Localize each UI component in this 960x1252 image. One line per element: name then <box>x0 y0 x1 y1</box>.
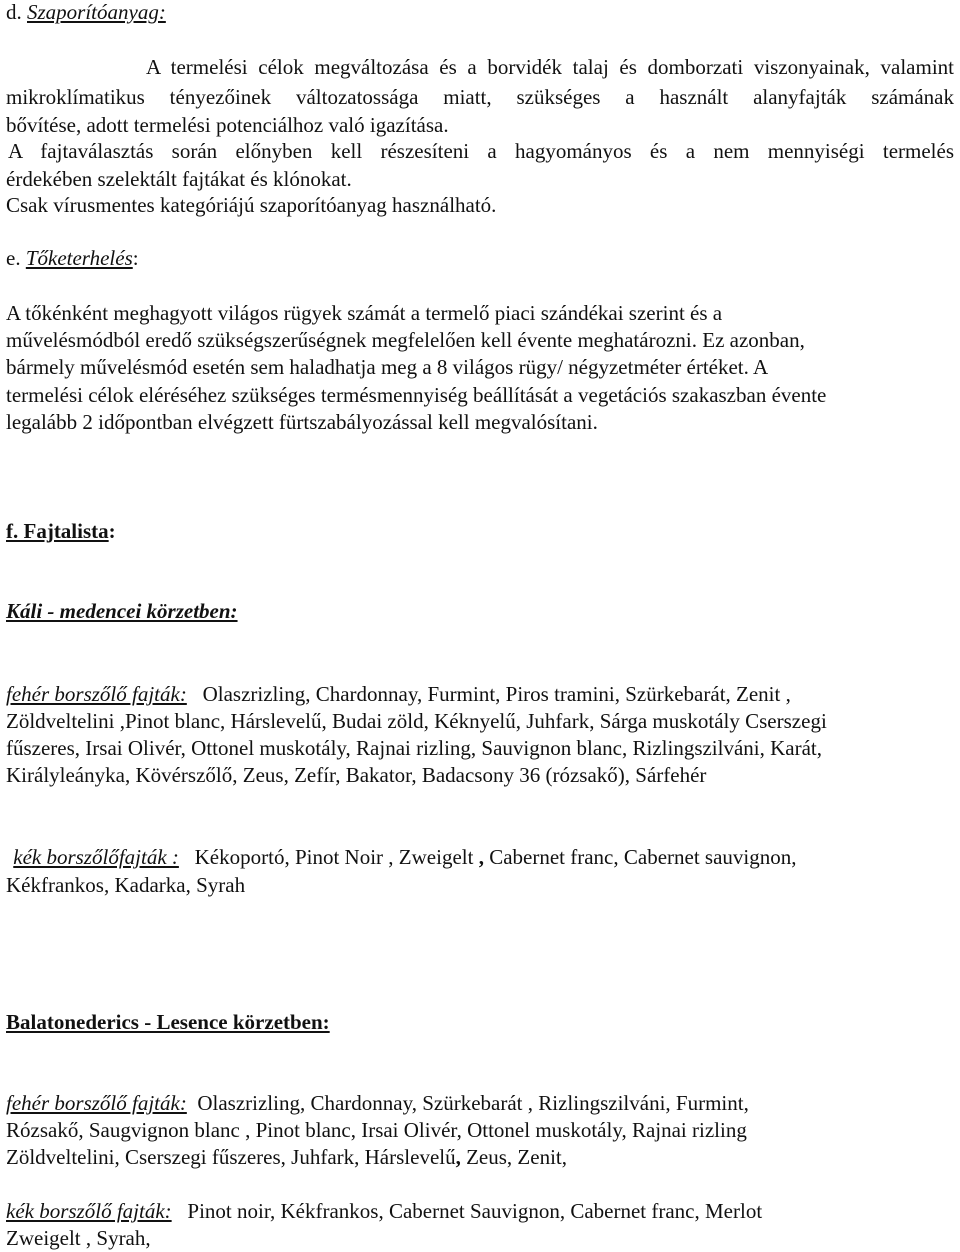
kali-blue-line <box>8 843 797 871</box>
kali-blue-varieties-rest: Cabernet franc, Cabernet sauvignon, <box>483 845 797 869</box>
kali-white-line: fűszeres, Irsai Olivér, Ottonel muskotály, Rajnai rizling, Sauvignon blanc, Rizlingszilváni, Karát, <box>6 736 823 760</box>
section-f-title: f. Fajtalista <box>6 519 109 543</box>
balaton-blue-varieties: Pinot noir, Kékfrankos, Cabernet Sauvignon, Cabernet franc, Merlot <box>187 1199 763 1223</box>
section-e-line: legalább 2 időpontban elvégzett fürtszabályozással kell megvalósítani. <box>6 410 598 434</box>
section-e-line: A tőkénként meghagyott világos rügyek számát a termelő piaci szándékai szerint és a <box>6 301 723 325</box>
section-e-heading <box>6 244 139 272</box>
balaton-white-varieties: Olaszrizling, Chardonnay, Szürkebarát , Rizlingszilváni, Furmint, <box>197 1091 749 1115</box>
balaton-white-varieties-last: Zeus, Zenit, <box>460 1145 567 1169</box>
section-d-heading <box>6 0 166 26</box>
kali-blue-comma: , <box>473 845 484 869</box>
section-d-line: A termelési célok megváltozása és a borvidék talaj és domborzati viszonyainak, valamint <box>146 55 954 79</box>
kali-white-varieties: Olaszrizling, Chardonnay, Furmint, Piros tramini, Szürkebarát, Zenit , <box>202 682 791 706</box>
section-d-line: érdekében szelektált fajtákat és klónokat. <box>6 167 352 191</box>
section-d-line: mikroklímatikus tényezőinek változatossága miatt, szükséges a használt alanyfajták számának <box>6 85 954 109</box>
balaton-white-varieties-end: Zöldveltelini, Cserszegi fűszeres, Juhfark, Hárslevelű <box>6 1145 456 1169</box>
balaton-white-label: fehér borszőlő fajták: <box>6 1091 187 1115</box>
section-f-heading <box>6 517 116 545</box>
section-e-suffix: : <box>132 246 139 270</box>
section-d-line: bővítése, adott termelési potenciálhoz való igazítása. <box>6 113 449 137</box>
kali-white-line: Zöldveltelini ,Pinot blanc, Hárslevelű, Budai zöld, Kéknyelű, Juhfark, Sárga muskotály Cserszegi <box>6 709 827 733</box>
section-e-line: művelésmódból eredő szükségszerűségnek megfelelően kell évente meghatározni. Ez azonban, <box>6 328 805 352</box>
kali-white-label: fehér borszőlő fajták: <box>6 682 187 706</box>
section-e-line: bármely művelésmód esetén sem haladhatja meg a 8 világos rügy/ négyzetméter értéket. A <box>6 355 769 379</box>
section-d-title: Szaporítóanyag: <box>27 0 166 24</box>
section-e-title: Tőketerhelés <box>25 246 133 270</box>
balaton-white-comma: , <box>455 1145 461 1169</box>
section-e-prefix: e. <box>6 246 26 270</box>
balaton-white-line: Rózsakő, Saugvignon blanc , Pinot blanc, Irsai Olivér, Ottonel muskotály, Rajnai rizling <box>6 1118 747 1142</box>
section-d-prefix: d. <box>6 0 27 24</box>
section-d-line: A fajtaválasztás során előnyben kell részesíteni a hagyományos és a nem mennyiségi termelés <box>8 139 954 163</box>
balaton-blue-line <box>6 1197 762 1225</box>
balaton-blue-label: kék borszőlő fajták: <box>6 1199 172 1223</box>
balaton-white-line <box>6 1089 749 1117</box>
kali-blue-varieties: Kékoportó, Pinot Noir , Zweigelt <box>194 845 474 869</box>
kali-blue-label: kék borszőlőfajták : <box>13 845 179 869</box>
section-f-suffix: : <box>108 519 116 543</box>
section-e-line: termelési célok eléréséhez szükséges termésmennyiség beállítását a vegetációs szakaszban évente <box>6 383 827 407</box>
kali-white-line: Királyleányka, Kövérszőlő, Zeus, Zefír, Bakator, Badacsony 36 (rózsakő), Sárfehér <box>6 763 707 787</box>
kali-heading: Káli - medencei körzetben: <box>6 599 238 623</box>
balaton-blue-line: Zweigelt , Syrah, <box>6 1226 151 1250</box>
kali-blue-line: Kékfrankos, Kadarka, Syrah <box>6 873 246 897</box>
balaton-heading: Balatonederics - Lesence körzetben: <box>6 1010 330 1034</box>
balaton-white-line <box>6 1143 567 1171</box>
section-d-line: Csak vírusmentes kategóriájú szaporítóanyag használható. <box>6 193 497 217</box>
kali-white-line <box>6 680 791 708</box>
